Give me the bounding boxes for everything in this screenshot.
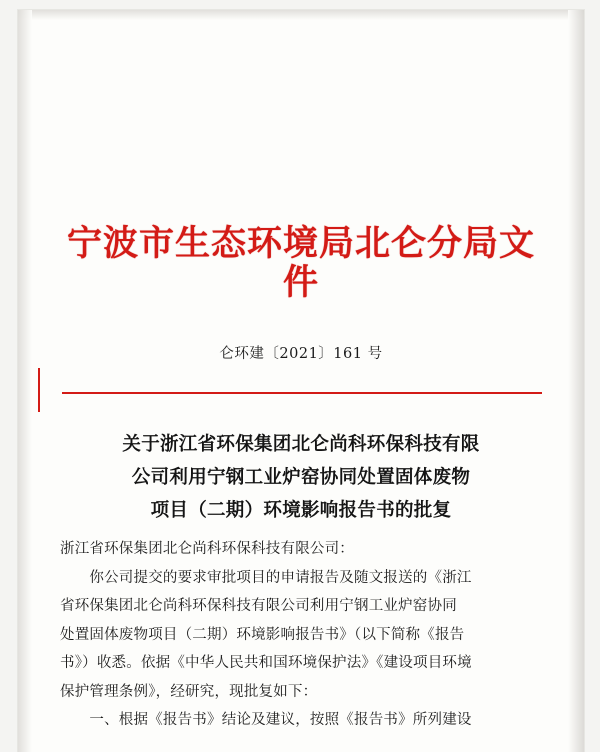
document-title (68, 428, 534, 527)
paper-sheet (18, 10, 584, 752)
body-line-6: 一、根据《报告书》结论及建议，按照《报告书》所列建设 (60, 712, 472, 728)
body-line-5: 保护管理条例》，经研究，现批复如下： (60, 683, 318, 700)
page-edge-right (568, 10, 584, 752)
body-line-3: 处置固体废物项目（二期）环境影响报告书》（以下简称《报告 (60, 626, 465, 643)
document-title-line-1: 关于浙江省环保集团北仑尚科环保科技有限 (122, 434, 480, 455)
document-title-line-2: 公司利用宁钢工业炉窑协同处置固体废物 (131, 467, 471, 488)
document-title-line-3: 项目（二期）环境影响报告书的批复 (150, 500, 452, 521)
document-masthead-title: 宁波市生态环境局北仑分局文件 (66, 223, 535, 303)
red-margin-tick (38, 368, 40, 412)
document-number: 仑环建〔2021〕161 号 (219, 346, 383, 362)
body-recipient: 浙江省环保集团北仑尚科环保科技有限公司： (60, 541, 354, 557)
document-body (60, 535, 542, 735)
body-line-2: 省环保集团北仑尚科环保科技有限公司利用宁钢工业炉窑协同 (60, 598, 457, 614)
page-edge-left (18, 10, 32, 752)
document-content (60, 10, 542, 752)
body-line-1: 你公司提交的要求审批项目的申请报告及随文报送的《浙江 (60, 569, 472, 586)
red-separator-rule (62, 392, 542, 394)
body-line-4: 书》）收悉。依据《中华人民共和国环境保护法》《建设项目环境 (60, 655, 472, 671)
